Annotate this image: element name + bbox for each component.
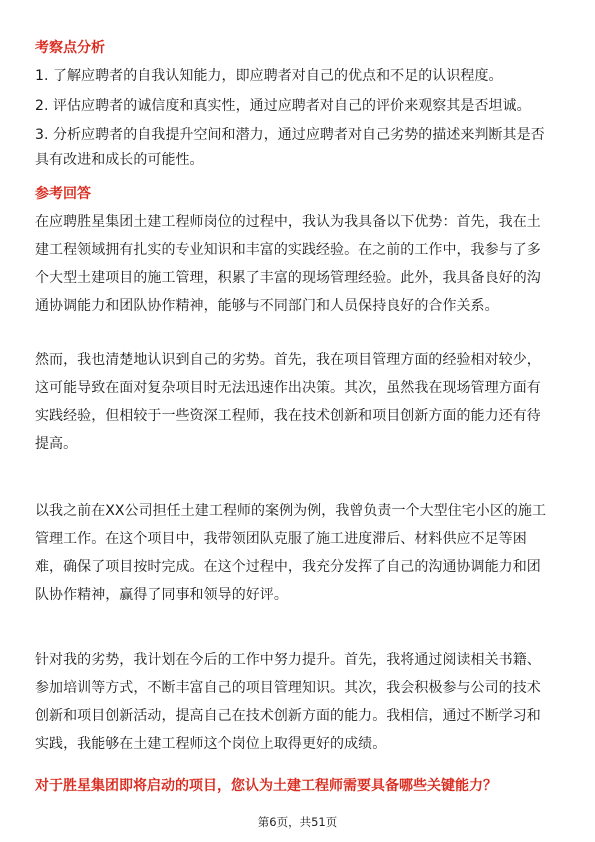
answer-p4-line-4: 实践，我能够在土建工程师这个岗位上取得更好的成绩。 [35, 736, 387, 752]
answer-p1-line-2: 建工程领域拥有扎实的专业知识和丰富的实践经验。在之前的工作中，我参与了多 [35, 242, 541, 258]
answer-p2-line-3: 实践经验，但相较于一些资深工程师，我在技术创新和项目创新方面的能力还有待 [35, 408, 541, 424]
analysis-line-4: 具有改进和成长的可能性。 [35, 152, 204, 168]
answer-p3-line-1: 以我之前在XX公司担任土建工程师的案例为例，我曾负责一个大型住宅小区的施工 [35, 503, 547, 519]
answer-p4-line-2: 参加培训等方式，不断丰富自己的项目管理知识。其次，我会积极参与公司的技术 [35, 680, 541, 696]
section-title-answer: 参考回答 [35, 186, 91, 202]
answer-p3-line-3: 难，确保了项目按时完成。在这个过程中，我充分发挥了自己的沟通协调能力和团 [35, 559, 541, 575]
next-question-heading: 对于胜星集团即将启动的项目，您认为土建工程师需要具备哪些关键能力？ [35, 778, 497, 794]
answer-p1-line-1: 在应聘胜星集团土建工程师岗位的过程中，我认为我具备以下优势：首先，我在土 [35, 214, 541, 230]
analysis-line-1: 1. 了解应聘者的自我认知能力，即应聘者对自己的优点和不足的认识程度。 [35, 68, 503, 84]
answer-p1-line-4: 通协调能力和团队协作精神，能够与不同部门和人员保持良好的合作关系。 [35, 298, 499, 314]
analysis-line-2: 2. 评估应聘者的诚信度和真实性，通过应聘者对自己的评价来观察其是否坦诚。 [35, 98, 531, 114]
analysis-line-3: 3. 分析应聘者的自我提升空间和潜力，通过应聘者对自己劣势的描述来判断其是否 [35, 127, 545, 143]
answer-p2-line-4: 提高。 [35, 436, 78, 452]
answer-p4-line-3: 创新和项目创新活动，提高自己在技术创新方面的能力。我相信，通过不断学习和 [35, 708, 541, 724]
answer-p3-line-4: 队协作精神，赢得了同事和领导的好评。 [35, 587, 288, 603]
answer-p2-line-1: 然而，我也清楚地认识到自己的劣势。首先，我在项目管理方面的经验相对较少， [35, 352, 541, 368]
section-title-analysis: 考察点分析 [35, 40, 105, 56]
page-number-footer: 第6页，共51页 [257, 815, 338, 829]
answer-p1-line-3: 个大型土建项目的施工管理，积累了丰富的现场管理经验。此外，我具备良好的沟 [35, 270, 541, 286]
answer-p2-line-2: 这可能导致在面对复杂项目时无法迅速作出决策。其次，虽然我在现场管理方面有 [35, 380, 541, 396]
answer-p3-line-2: 管理工作。在这个项目中，我带领团队克服了施工进度滞后、材料供应不足等困 [35, 531, 527, 547]
answer-p4-line-1: 针对我的劣势，我计划在今后的工作中努力提升。首先，我将通过阅读相关书籍、 [35, 652, 541, 668]
